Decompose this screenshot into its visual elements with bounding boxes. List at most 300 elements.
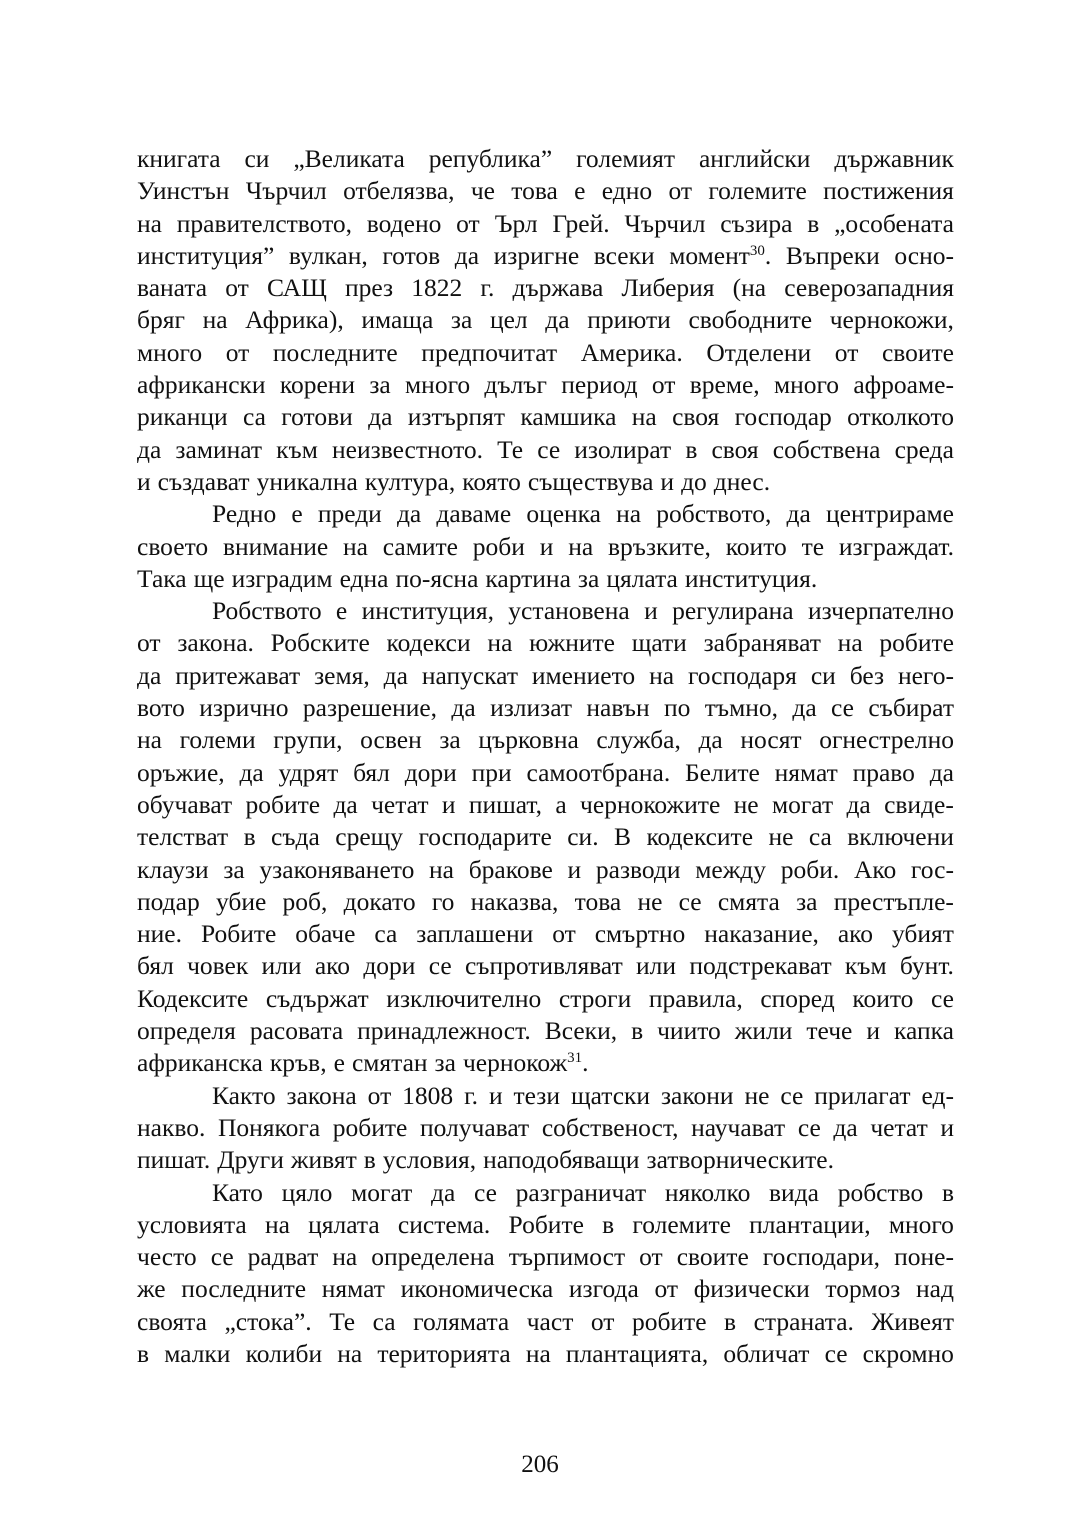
word: си [810, 660, 836, 690]
word: държавник [834, 144, 954, 173]
word: собственост, [541, 1112, 679, 1142]
word: последните [181, 1274, 307, 1304]
word: смъртно [594, 919, 686, 949]
text-line [137, 918, 954, 950]
word: това [574, 886, 622, 916]
word: своята [137, 1306, 207, 1336]
word: дори [363, 951, 416, 981]
word: се [428, 951, 452, 981]
page-number: 206 [521, 1451, 559, 1478]
word: съзира [720, 208, 793, 238]
word: си [244, 144, 270, 173]
word: система. [397, 1209, 491, 1239]
word: Робите [200, 919, 277, 949]
word: в [807, 208, 820, 238]
body-text [137, 143, 954, 1370]
word: готови [281, 402, 353, 432]
word: в [602, 1209, 615, 1239]
word: г. [464, 1080, 479, 1110]
word: днес. [713, 466, 771, 496]
word: се [797, 1112, 821, 1142]
word: са [374, 919, 398, 949]
word: смята [717, 886, 780, 916]
text-line [137, 1047, 954, 1079]
word: самоотбрана. [526, 757, 671, 787]
text-line [137, 692, 954, 724]
word: приюти [587, 305, 671, 335]
word: прилагат [814, 1080, 911, 1110]
word: всеки [593, 240, 655, 270]
word: правила, [648, 983, 743, 1013]
word: Ако [853, 854, 897, 884]
word: на [487, 628, 513, 658]
word: свиде- [884, 789, 954, 819]
word: се [931, 983, 954, 1013]
word: оръжие, [137, 757, 225, 787]
word: икономическа [400, 1274, 554, 1304]
word: в [685, 434, 698, 464]
word: по [663, 693, 691, 723]
text-line [137, 466, 954, 498]
word: дори [404, 757, 457, 787]
word: съпротивляват [464, 951, 623, 981]
word: създават [157, 466, 250, 496]
word: закона. [177, 628, 254, 658]
word: отбелязва, [343, 176, 455, 206]
word: до [681, 466, 707, 496]
text-line [137, 983, 954, 1015]
word: са [243, 402, 266, 432]
word: Робските [270, 628, 370, 658]
word: институция. [684, 563, 818, 593]
word: вида [769, 1177, 819, 1207]
text-line [137, 175, 954, 207]
word: робите [631, 1306, 707, 1336]
word: поне- [894, 1242, 954, 1272]
word: робите [879, 628, 954, 658]
text-line [137, 1015, 954, 1047]
word: за [439, 725, 461, 755]
word: бракове [468, 854, 553, 884]
word: връзките, [607, 531, 711, 561]
word: на [137, 725, 162, 755]
word: носят [740, 725, 802, 755]
word: без [849, 660, 885, 690]
word: предпочитат [421, 337, 558, 367]
word: от [668, 176, 693, 206]
word: която [462, 466, 521, 496]
word: Африка), [245, 305, 344, 335]
word: подстрекават [689, 951, 832, 981]
word: г. [480, 273, 495, 303]
word: институция” [137, 240, 275, 270]
word: научават [691, 1112, 786, 1142]
word: те [801, 531, 825, 561]
word: наказва, [470, 886, 559, 916]
text-line [137, 1273, 954, 1305]
word: скромно [862, 1338, 954, 1368]
text-line [137, 531, 954, 563]
footnote-ref[interactable]: 30 [749, 242, 765, 259]
word: наказание, [704, 919, 819, 949]
text-line [137, 950, 954, 982]
word: наподобяващи [483, 1145, 640, 1175]
word: разводи [595, 854, 681, 884]
word: чернокожи, [829, 305, 954, 335]
word: през [344, 273, 394, 303]
word: роби. [780, 854, 840, 884]
word: (на [732, 273, 767, 303]
word: много [773, 370, 840, 400]
word: господари, [762, 1242, 881, 1272]
text-line [137, 886, 954, 918]
word: в [137, 1338, 150, 1368]
text-line [137, 627, 954, 659]
word: 1808 [402, 1080, 454, 1110]
word: да [786, 499, 811, 529]
word: САЩ [266, 273, 327, 303]
word: колиби [245, 1338, 323, 1368]
word: много [405, 370, 471, 400]
word: за [796, 886, 818, 916]
word: нямат [774, 757, 838, 787]
word: своя [672, 402, 720, 432]
word: съдържат [265, 983, 369, 1013]
word: е [335, 596, 348, 626]
word: на [337, 1338, 363, 1368]
word: в [941, 1177, 954, 1207]
text-line [137, 757, 954, 789]
word: на [202, 305, 228, 335]
word: корени [279, 370, 356, 400]
text-line [137, 143, 954, 175]
word: же [137, 1274, 166, 1304]
word: Отделени [706, 337, 812, 367]
word: него- [897, 660, 954, 690]
word: на [837, 628, 863, 658]
text-line [137, 789, 954, 821]
word: робство [837, 1177, 924, 1207]
text-line [137, 434, 954, 466]
word: са [372, 1306, 396, 1336]
word: В [614, 822, 632, 852]
word: да [929, 757, 954, 787]
word: ще [193, 563, 225, 593]
word: държава [512, 273, 604, 303]
word: готов [382, 240, 441, 270]
word: Белите [685, 757, 760, 787]
word: човек [187, 951, 249, 981]
word: уникална [256, 466, 358, 496]
word: се [210, 1242, 234, 1272]
word: напускат [421, 660, 518, 690]
text-line [137, 1080, 954, 1112]
word: да [454, 240, 480, 270]
text-line [137, 1112, 954, 1144]
word: щати [631, 628, 687, 658]
word: бял [353, 757, 390, 787]
word: на [429, 854, 454, 884]
word: вото [137, 693, 185, 723]
word: и [644, 596, 658, 626]
word: често [137, 1242, 197, 1272]
word: изригне [493, 240, 580, 270]
word: и [567, 854, 582, 884]
word: принадлежност. [357, 1016, 531, 1046]
word: регулирана [672, 596, 794, 626]
word: са [808, 822, 832, 852]
word: камшика [520, 402, 617, 432]
word: Чърчил [245, 176, 327, 206]
word: република” [428, 144, 553, 173]
word: в [363, 1145, 376, 1175]
word: Робите [508, 1209, 584, 1239]
word: ваната [137, 273, 208, 303]
word: от [137, 628, 161, 658]
word: бял [137, 951, 174, 981]
punctuation: . [764, 240, 772, 270]
word: притежават [175, 660, 301, 690]
word: една [339, 563, 389, 593]
word: убият [891, 919, 954, 949]
text-line [137, 498, 954, 530]
word: цялата [308, 1209, 380, 1239]
word: расовата [249, 1016, 344, 1046]
word: и [137, 466, 151, 496]
word: е [291, 499, 303, 529]
word: и [441, 789, 456, 819]
word: време, [689, 370, 760, 400]
word: клаузи [137, 854, 209, 884]
word: собствена [772, 434, 881, 464]
word: внимание [222, 531, 329, 561]
word: от [590, 1306, 615, 1336]
word: на [332, 1242, 358, 1272]
word: разрешение, [302, 693, 438, 723]
word: своето [137, 531, 209, 561]
word: големи [179, 725, 256, 755]
word: да [137, 660, 162, 690]
word: институция, [361, 596, 494, 626]
word: имението [531, 660, 636, 690]
word: си. [567, 822, 599, 852]
word: в [243, 822, 256, 852]
word: ако [837, 919, 874, 949]
word: че [470, 176, 495, 206]
word: които [852, 983, 914, 1013]
word: изключително [386, 983, 542, 1013]
word: заминат [175, 434, 263, 464]
word: на [137, 208, 162, 238]
word: според [760, 983, 835, 1013]
word: да [383, 660, 408, 690]
word: големите [632, 1209, 731, 1239]
word: водено [366, 208, 442, 238]
word: риканци [137, 402, 228, 432]
word: от [225, 337, 250, 367]
text-line [137, 1241, 954, 1273]
word: картина [485, 563, 571, 593]
word: изрично [199, 693, 289, 723]
word: Робството [212, 596, 322, 626]
word: по-ясна [395, 563, 479, 593]
word: могат [771, 789, 834, 819]
text-line [137, 1306, 954, 1338]
word: даваме [436, 499, 512, 529]
word: Всеки, [544, 1016, 618, 1046]
word: кодексите [646, 822, 754, 852]
word: робството, [656, 499, 772, 529]
word: обучават [137, 789, 233, 819]
word: освен [360, 725, 422, 755]
word: съществува [527, 466, 654, 496]
word: изтърпят [407, 402, 506, 432]
word: да [451, 693, 476, 723]
word: тече [806, 1016, 853, 1046]
word: Грей. [552, 208, 610, 238]
word: не [733, 789, 759, 819]
word: от [834, 337, 859, 367]
word: и [660, 466, 675, 496]
word: 1822 [411, 273, 463, 303]
word: установена [508, 596, 630, 626]
word: или [636, 951, 677, 981]
word: строги [558, 983, 632, 1013]
word: самите [382, 531, 458, 561]
word: Чърчил [624, 208, 706, 238]
word: и [539, 531, 554, 561]
text-line [137, 337, 954, 369]
word: господаря [687, 660, 797, 690]
word: и [488, 1080, 503, 1110]
word: физически [693, 1274, 810, 1304]
word: е [333, 1048, 345, 1078]
text-line [137, 1177, 954, 1209]
word: чернокожите [580, 789, 721, 819]
word: узаконяването [259, 854, 415, 884]
punctuation: . [582, 1048, 589, 1078]
word: свободните [688, 305, 813, 335]
word: тези [513, 1080, 561, 1110]
word: малки [164, 1338, 231, 1368]
word: ние. [137, 919, 182, 949]
word: робите [332, 1112, 408, 1142]
word: се [678, 886, 702, 916]
word: тъмно, [704, 693, 778, 723]
word: за [369, 370, 391, 400]
word: смятан [351, 1048, 428, 1078]
word: своите [881, 337, 954, 367]
word: Ърл [494, 208, 538, 238]
word: Понякога [217, 1112, 321, 1142]
word: търпимост [508, 1242, 626, 1272]
text-line [137, 724, 954, 756]
word: Редно [212, 499, 277, 529]
word: закона [286, 1080, 357, 1110]
word: вулкан, [288, 240, 368, 270]
word: живят [290, 1145, 357, 1175]
word: от [654, 1274, 679, 1304]
word: Както [212, 1080, 276, 1110]
word: нямат [321, 1274, 385, 1304]
text-line [137, 369, 954, 401]
word: и [866, 1016, 881, 1046]
word: пишат. [137, 1145, 211, 1175]
word: определя [137, 1016, 236, 1046]
word: го [431, 886, 455, 916]
word: обличат [723, 1338, 810, 1368]
word: излизат [490, 693, 573, 723]
word: афроаме- [853, 370, 954, 400]
word: разграничат [515, 1177, 647, 1207]
word: осно- [894, 240, 954, 270]
word: оценка [526, 499, 601, 529]
word: огнестрелно [819, 725, 954, 755]
word: подар [137, 886, 200, 916]
word: плантации, [749, 1209, 871, 1239]
word: при [471, 757, 512, 787]
word: цел [489, 305, 528, 335]
word: включени [847, 822, 954, 852]
word: над [916, 1274, 954, 1304]
word: кръв, [269, 1048, 327, 1078]
word: това [511, 176, 558, 206]
word: не [744, 1080, 770, 1110]
word: „Великата [293, 144, 405, 173]
word: господар [734, 402, 832, 432]
word: южните [529, 628, 615, 658]
word: за [577, 563, 600, 593]
word: право [852, 757, 915, 787]
word: Америка. [580, 337, 683, 367]
word: от [456, 208, 480, 238]
word: неизвестното. [332, 434, 483, 464]
word: от [552, 919, 576, 949]
word: постижения [823, 176, 954, 206]
word: условия, [382, 1145, 477, 1175]
word: могат [351, 1177, 413, 1207]
word: страната. [753, 1306, 854, 1336]
word: момент$^{30}$. [669, 240, 772, 270]
word: в [631, 1016, 644, 1046]
word: от [639, 1242, 663, 1272]
word: цяло [281, 1177, 333, 1207]
word: за [434, 1048, 456, 1078]
word: от [651, 370, 676, 400]
word: убие [215, 886, 267, 916]
footnote-ref[interactable]: 31 [567, 1050, 583, 1067]
word: жили [734, 1016, 793, 1046]
word: чиито [657, 1016, 721, 1046]
word: господарите [418, 822, 552, 852]
word: голямата [413, 1306, 510, 1336]
word: да [792, 693, 817, 723]
word: последните [272, 337, 398, 367]
word: се [473, 1177, 497, 1207]
word: докато [343, 886, 416, 916]
word: Други [217, 1145, 284, 1175]
word: затворническите. [646, 1145, 835, 1175]
word: на [342, 531, 368, 561]
word: бряг [137, 305, 185, 335]
word: гос- [910, 854, 954, 884]
word: не [768, 822, 794, 852]
word: а [555, 789, 567, 819]
word: да [333, 789, 358, 819]
word: период [561, 370, 638, 400]
word: преди [317, 499, 382, 529]
word: за [223, 854, 245, 884]
